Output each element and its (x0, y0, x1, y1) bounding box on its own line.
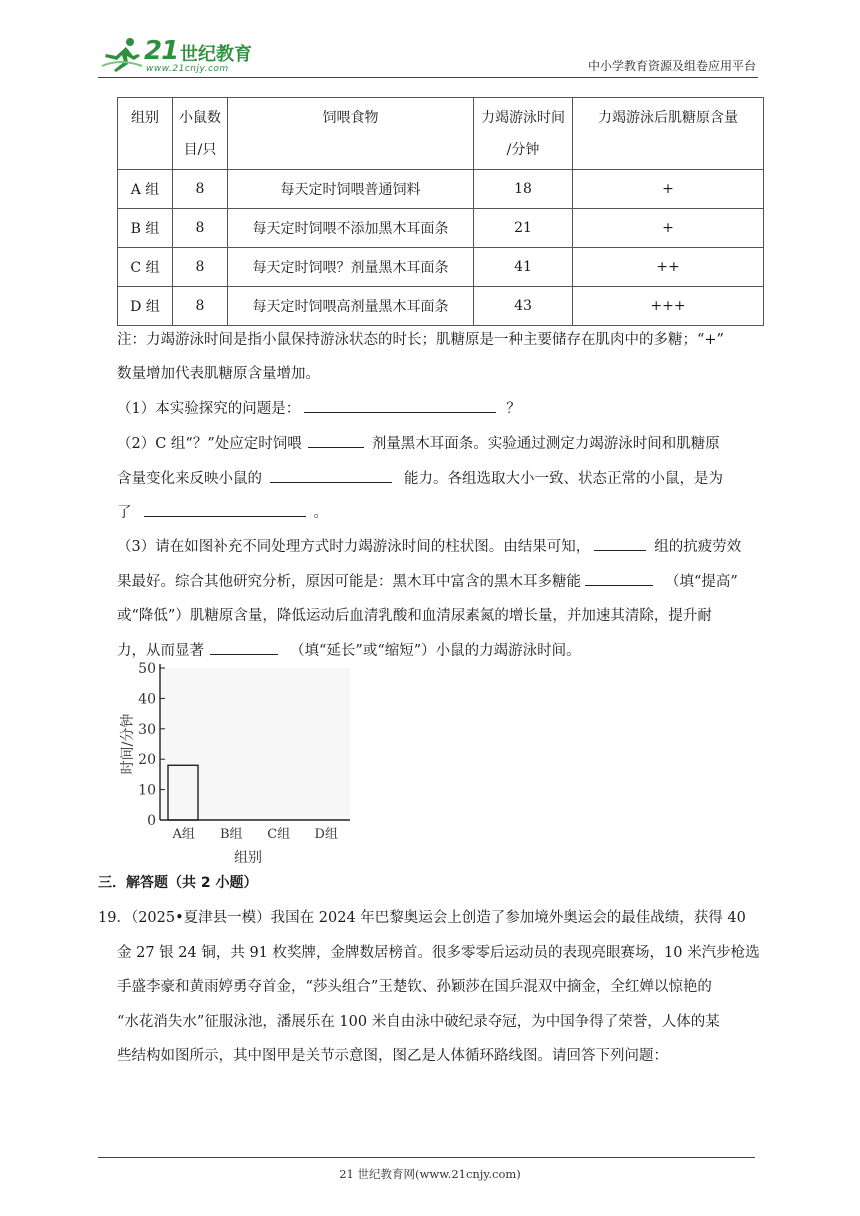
answer-blank[interactable] (308, 434, 364, 448)
answer-blank[interactable] (585, 572, 653, 586)
table-cell: 每天定时饲喂不添加黑木耳面条 (228, 209, 474, 248)
y-tick-label: 40 (138, 691, 156, 708)
header-platform-title: 中小学教育资源及组卷应用平台 (587, 59, 756, 73)
table-cell: 每天定时饲喂？剂量黑木耳面条 (228, 248, 474, 287)
question-19-line-3: 手盛李豪和黄雨婷勇夺首金，“莎头组合”王楚钦、孙颖莎在国乒混双中摘金，全红婵以惊艳的 (117, 979, 712, 995)
answer-blank[interactable] (144, 503, 306, 517)
table-row (118, 170, 764, 209)
runner-logo-icon (100, 36, 144, 74)
y-tick-label: 50 (138, 661, 156, 677)
logo-text: 世纪教育 (180, 44, 252, 65)
note-line-1: 注：力竭游泳时间是指小鼠保持游泳状态的时长；肌糖原是一种主要储存在肌肉中的多糖；“+” (117, 332, 724, 348)
table-row (118, 248, 764, 287)
answer-blank[interactable] (210, 641, 278, 655)
page-header (98, 34, 758, 78)
question-3-line-2: 果最好。综合其他研究分析，原因可能是：黑木耳中富含的黑木耳多糖能 （填“提高” (117, 574, 738, 590)
table-cell: A 组 (118, 170, 173, 209)
table-cell: 21 (474, 209, 573, 248)
table-cell: C 组 (118, 248, 173, 287)
answer-blank[interactable] (270, 469, 392, 483)
table-header-cell: 力竭游泳后肌糖原含量 (573, 98, 764, 170)
y-tick-label: 30 (138, 721, 156, 738)
question-3-line-1: （3）请在如图补充不同处理方式时力竭游泳时间的柱状图。由结果可知， 组的抗疲劳效 (117, 539, 742, 555)
question-2-line-3: 了 。 (117, 505, 328, 521)
table-cell: 8 (173, 287, 228, 326)
table-cell: 18 (474, 170, 573, 209)
y-tick-label: 0 (147, 813, 156, 829)
question-2-line-2: 含量变化来反映小鼠的 能力。各组选取大小一致、状态正常的小鼠，是为 (117, 471, 723, 487)
x-tick-label: A组 (172, 827, 195, 842)
table-header-cell: 饲喂食物 (228, 98, 474, 170)
x-tick-label: B组 (219, 827, 243, 842)
logo-url: www.21cnjy.com (146, 64, 229, 74)
table-header-cell: 组别 (118, 98, 173, 170)
table-cell: 41 (474, 248, 573, 287)
table-cell: 8 (173, 248, 228, 287)
answer-blank[interactable] (304, 399, 496, 413)
logo (98, 34, 258, 76)
x-tick-label: D组 (314, 827, 338, 842)
note-line-2: 数量增加代表肌糖原含量增加。 (117, 366, 320, 382)
table-cell: 每天定时饲喂高剂量黑木耳面条 (228, 287, 474, 326)
logo-number: 21 (144, 36, 179, 66)
experiment-table (117, 97, 764, 326)
question-19-line-4: “水花消失水”征服泳池，潘展乐在 100 米自由泳中破纪录夺冠，为中国争得了荣誉，人体的某 (117, 1014, 720, 1030)
answer-blank[interactable] (594, 537, 646, 551)
table-cell: 每天定时饲喂普通饲料 (228, 170, 474, 209)
question-19-line-5: 些结构如图所示，其中图甲是关节示意图，图乙是人体循环路线图。请回答下列问题： (117, 1048, 668, 1064)
table-header-cell: 小鼠数 目/只 (173, 98, 228, 170)
table-header-row (118, 98, 764, 170)
question-19-line-2: 金 27 银 24 铜，共 91 枚奖牌，金牌数居榜首。很多零零后运动员的表现亮眼赛场，10 米汽步枪选 (117, 945, 760, 961)
footer-text: 21 世纪教育网(www.21cnjy.com) (339, 1167, 521, 1181)
question-3-line-3: 或“降低”）肌糖原含量，降低运动后血清乳酸和血清尿素氮的增长量，并加速其清除，提升耐 (117, 608, 712, 624)
table-header-cell: 力竭游泳时间 /分钟 (474, 98, 573, 170)
question-2-line-1: （2）C 组“？”处应定时饲喂 剂量黑木耳面条。实验通过测定力竭游泳时间和肌糖原 (117, 436, 720, 452)
table-cell: + (573, 209, 764, 248)
x-tick-label: C组 (267, 827, 291, 842)
footer-divider (98, 1157, 755, 1158)
question-1: （1）本实验探究的问题是： ？ (117, 401, 521, 417)
chart-plot-area (160, 668, 350, 820)
table-cell: D 组 (118, 287, 173, 326)
y-axis-label: 时间/分钟 (120, 713, 136, 775)
y-tick-label: 10 (138, 782, 156, 799)
section-heading: 三．解答题（共 2 小题） (98, 875, 258, 891)
table-row (118, 209, 764, 248)
table-cell: ++ (573, 248, 764, 287)
table-row (118, 287, 764, 326)
table-cell: 43 (474, 287, 573, 326)
x-axis-label: 组别 (234, 850, 262, 866)
table-cell: +++ (573, 287, 764, 326)
table-cell: 8 (173, 170, 228, 209)
question-3-line-4: 力，从而显著 （填“延长”或“缩短”）小鼠的力竭游泳时间。 (117, 643, 581, 659)
y-tick-label: 20 (138, 752, 156, 769)
table-cell: B 组 (118, 209, 173, 248)
table-cell: + (573, 170, 764, 209)
table-cell: 8 (173, 209, 228, 248)
question-19-line-1: 19．（2025•夏津县一模）我国在 2024 年巴黎奥运会上创造了参加境外奥运会的最佳战绩，获得 40 (98, 910, 746, 926)
swim-time-bar-chart (112, 658, 362, 870)
